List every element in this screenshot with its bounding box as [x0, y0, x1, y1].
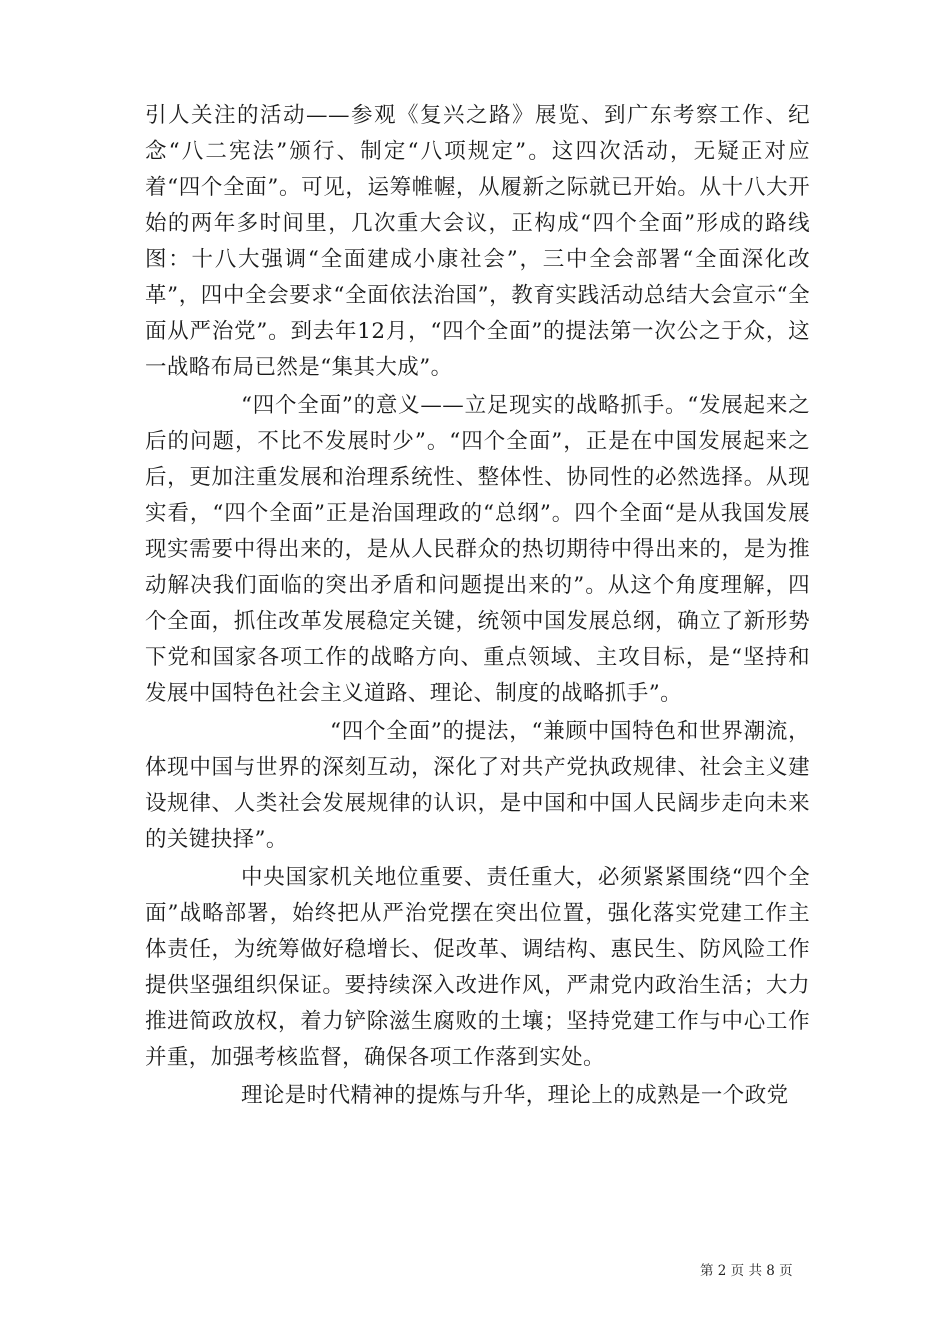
paragraph-significance: “四个全面”的意义——立足现实的战略抓手。“发展起来之后的问题，不比不发展时少”。“四个全面”，正是在中国发展起来之后，更加注重发展和治理系统性、整体性、协同性的必然选择。从现实看，“四个全面”正是治国理政的“总纲”。四个全面“是从我国发展现实需要中得出来的，是从人民群众的热切期待中得出来的，是为推动解决我们面临的突出矛盾和问题提出来的”。从这个角度理解，四个全面，抓住改革发展稳定关键，统领中国发展总纲，确立了新形势下党和国家各项工作的战略方向、重点领域、主攻目标，是“坚持和发展中国特色社会主义道路、理论、制度的战略抓手”。 — [145, 393, 810, 706]
paragraph-theory: 理论是时代精神的提炼与升华，理论上的成熟是一个政党 — [241, 1083, 789, 1108]
body-text — [145, 98, 810, 1114]
paragraph-four-activities: 引人关注的活动——参观《复兴之路》展览、到广东考察工作、纪念“八二宪法”颁行、制定“八项规定”。这四次活动，无疑正对应着“四个全面”。可见，运筹帷幄，从履新之际就已开始。从十八大开始的两年多时间里，几次重大会议，正构成“四个全面”形成的路线图：十八大强调“全面建成小康社会”，三中全会部署“全面深化改革”，四中全会要求“全面依法治国”，教育实践活动总结大会宣示“全面从严治党”。到去年12月，“四个全面”的提法第一次公之于众，这一战略布局已然是“集其大成”。 — [145, 103, 810, 380]
paragraph-central-organs: 中央国家机关地位重要、责任重大，必须紧紧围绕“四个全面”战略部署，始终把从严治党摆在突出位置，强化落实党建工作主体责任，为统筹做好稳增长、促改革、调结构、惠民生、防风险工作提供坚强组织保证。要持续深入改进作风，严肃党内政治生活；大力推进简政放权，着力铲除滋生腐败的土壤；坚持党建工作与中心工作并重，加强考核监督，确保各项工作落到实处。 — [145, 865, 810, 1070]
page-number-footer: 第 2 页 共 8 页 — [700, 1263, 793, 1279]
paragraph-formulation: “四个全面”的提法，“兼顾中国特色和世界潮流，体现中国与世界的深刻互动，深化了对共产党执政规律、社会主义建设规律、人类社会发展规律的认识，是中国和中国人民阔步走向未来的关键抉择”。 — [145, 719, 810, 852]
